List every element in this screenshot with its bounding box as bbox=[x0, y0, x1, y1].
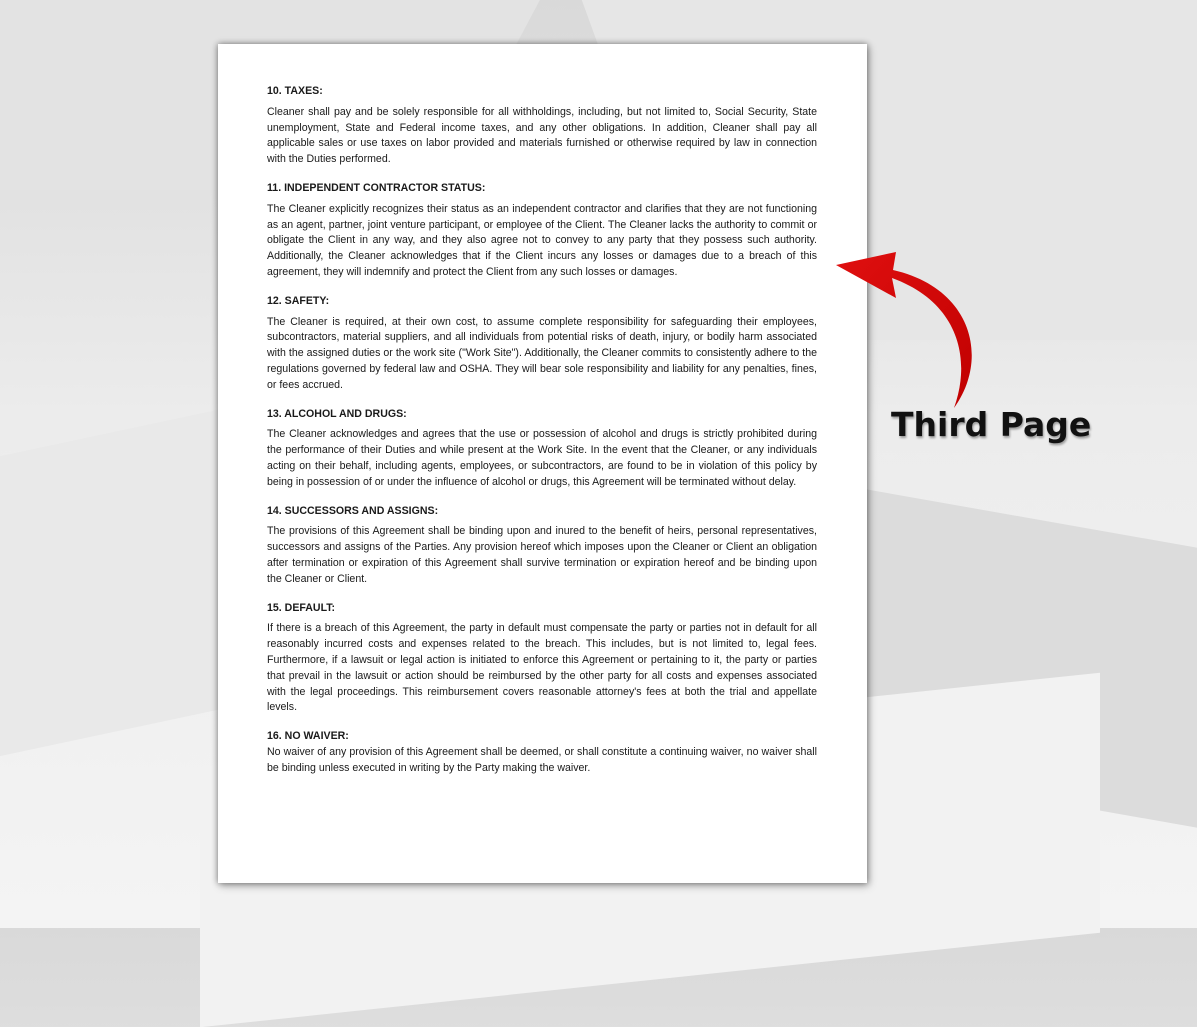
section-heading: 15. DEFAULT: bbox=[267, 601, 336, 614]
section-body: No waiver of any provision of this Agreement shall be deemed, or shall constitute a continuing waiver, no waiver shall be binding unless executed in writing by the Party making the waiver. bbox=[267, 745, 817, 774]
section-heading: 14. SUCCESSORS AND ASSIGNS: bbox=[267, 504, 439, 517]
section-taxes bbox=[267, 84, 817, 168]
section-successors-assigns bbox=[267, 504, 817, 588]
section-heading: 16. NO WAIVER: bbox=[267, 730, 349, 743]
section-body: The provisions of this Agreement shall be binding upon and inured to the benefit of heirs, personal representatives, successors and assigns of the Parties. Any provision hereof which imposes upon the Cleaner or Client an obligation after termination or expiration of this Agreement shall survive termination or expiration hereof and be binding upon the Cleaner or Client. bbox=[267, 525, 817, 585]
third-page-label: Third Page bbox=[891, 405, 1092, 444]
section-heading: 13. ALCOHOL AND DRUGS: bbox=[267, 407, 407, 420]
section-heading: 11. INDEPENDENT CONTRACTOR STATUS: bbox=[267, 181, 486, 194]
section-body: The Cleaner explicitly recognizes their status as an independent contractor and clarifies that they are not functioning as an agent, partner, joint venture participant, or employee of the Client. The Cleaner lacks the authority to commit or obligate the Client in any way, and they also agree not to convey to any party that they possess such authority. Additionally, the Cleaner acknowledges that if the Client incurs any losses or damages due to a breach of this agreement, they will indemnify and protect the Client from any such losses or damages. bbox=[267, 202, 817, 278]
section-heading: 10. TAXES: bbox=[267, 85, 323, 97]
document-content bbox=[267, 84, 817, 789]
section-default bbox=[267, 601, 817, 717]
curved-arrow-icon bbox=[830, 240, 990, 415]
section-body: Cleaner shall pay and be solely responsible for all withholdings, including, but not limited to, Social Security, State unemployment, State and Federal income taxes, and any other obligations. In addition, Cleaner shall pay all applicable sales or use taxes on labor provided and materials furnished or otherwise required by law in connection with the Duties performed. bbox=[267, 105, 817, 166]
section-independent-contractor bbox=[267, 181, 817, 281]
document-page bbox=[218, 44, 867, 883]
section-safety bbox=[267, 294, 817, 394]
section-heading: 12. SAFETY: bbox=[267, 294, 330, 307]
section-body: The Cleaner is required, at their own cost, to assume complete responsibility for safeguarding their employees, subcontractors, material suppliers, and all individuals from potential risks of death, injury, or bodily harm associated with the assigned duties or the work site ("Work Site"). Additionally, the Cleaner commits to consistently adhere to the regulations governed by federal law and OSHA. They will bear sole responsibility and liability for any penalties, fines, or fees accrued. bbox=[267, 315, 817, 391]
section-body: If there is a breach of this Agreement, the party in default must compensate the party or parties not in default for all reasonably incurred costs and expenses related to the breach. This includes, but is not limited to, legal fees. Furthermore, if a lawsuit or legal action is initiated to enforce this Agreement or pertaining to it, the party or parties that prevail in the lawsuit or action should be reimbursed by the other party for all costs and expenses associated with the legal proceedings. This reimbursement covers reasonable attorney's fees at both the trial and appellate levels. bbox=[267, 622, 817, 714]
section-no-waiver bbox=[267, 729, 817, 776]
section-alcohol-drugs bbox=[267, 407, 817, 491]
section-body: The Cleaner acknowledges and agrees that the use or possession of alcohol and drugs is strictly prohibited during the performance of their Duties and while present at the Work Site. In the event that the Cleaner, or any individuals acting on their behalf, including agents, employees, or subcontractors, are found to be in violation of this policy by being in possession of or under the influence of alcohol or drugs, this Agreement will be terminated without delay. bbox=[267, 428, 817, 488]
